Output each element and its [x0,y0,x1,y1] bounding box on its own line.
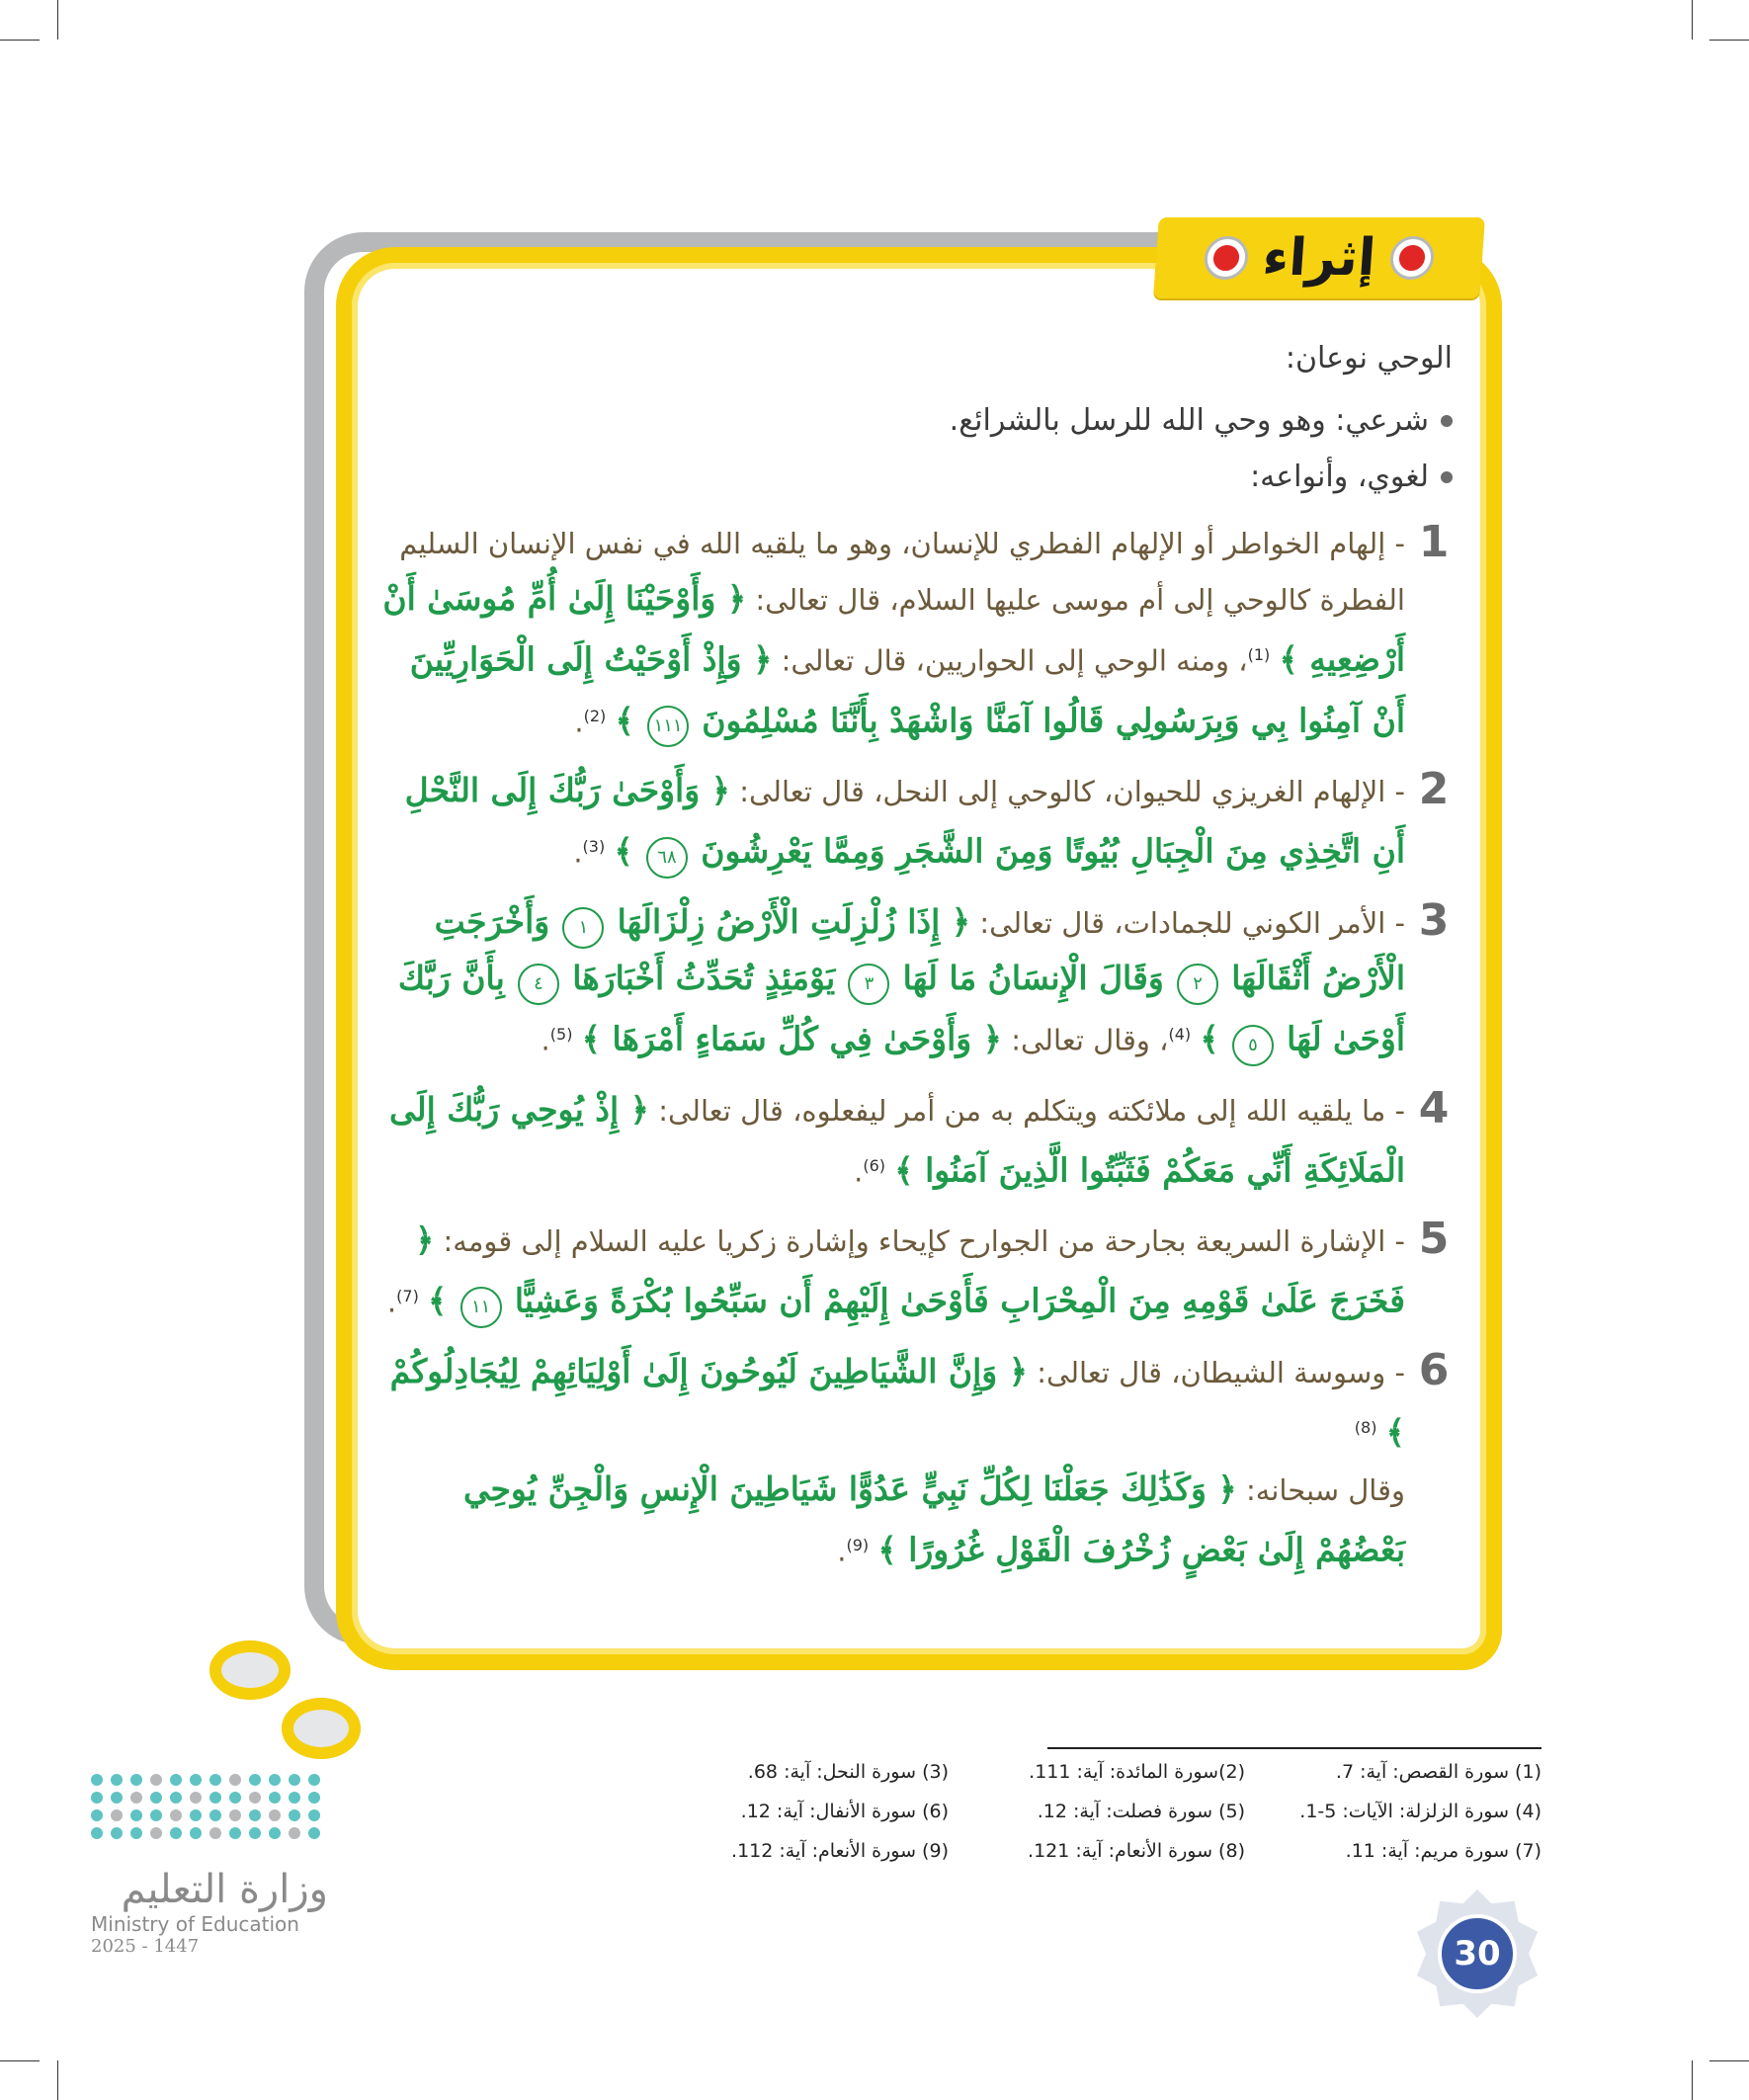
ministry-logo [91,1774,328,1957]
footnote-ref: (4) [1168,1024,1192,1044]
footnote: (2)سورة المائدة: آية: 111. [1029,1761,1245,1783]
crop-mark [1709,40,1749,41]
footnote-ref: (9) [846,1535,870,1554]
footnote-ref: (5) [549,1024,573,1044]
item-text: وقال سبحانه: [1246,1472,1405,1507]
ayah-number: ١١ [460,1287,502,1328]
logo-year: 2025 - 1447 [91,1936,200,1957]
quran-bracket: ﴾ [1200,1019,1219,1058]
numbered-item [366,1213,1453,1330]
item-number: 5 [1418,1214,1450,1265]
quran-verse: ﴿ إِذَا زُلْزِلَتِ الْأَرْضُ زِلْزَالَهَا [617,901,971,941]
bullet-text: شرعي: وهو وحي الله للرسل بالشرائع. [949,403,1429,438]
footnote: (3) سورة النحل: آية: 68. [747,1761,949,1783]
numbered-item [366,1082,1453,1200]
quran-verse: ﴿ وَإِذْ أَوْحَيْتُ إِلَى الْحَوَارِيِّينَ أَنْ آمِنُوا بِي وَبِرَسُولِي قَالُوا آمَنَّا وَاشْهَدْ بِأَنَّنَا مُسْلِمُونَ [409,639,1405,740]
bullet-icon [1441,415,1453,427]
item-number: 1 [1418,517,1450,567]
footnote-ref: (3) [582,837,606,857]
ayah-number: ١١١ [647,706,689,747]
item-number: 2 [1418,764,1450,815]
quran-verse: يَوْمَئِذٍ تُحَدِّثُ أَخْبَارَهَا [572,958,836,997]
item-text: ، ومنه الوحي إلى الحواريين، قال تعالى: [781,643,1248,678]
footnote: (4) سورة الزلزلة: الآيات: 5-1. [1299,1801,1541,1822]
crop-mark [57,2060,58,2100]
bullet-icon [1441,471,1453,483]
item-number: 6 [1418,1344,1450,1395]
item-text: - الأمر الكوني للجمادات، قال تعالى: [979,905,1405,940]
logo-english: Ministry of Education [91,1912,299,1936]
item-number: 4 [1418,1082,1450,1134]
numbered-item [366,1344,1453,1578]
red-dot-icon [1207,239,1247,277]
crop-mark [0,40,40,41]
quran-bracket: ﴾ [428,1281,448,1320]
quran-verse: ﴿ وَأَوْحَيْنَا إِلَىٰ أُمِّ مُوسَىٰ أَنْ أَرْضِعِيهِ ﴾ [382,579,1405,679]
footnote: (7) سورة مريم: آية: 11. [1345,1840,1541,1862]
numbered-item [366,894,1453,1068]
footnotes [711,1761,1541,1862]
quran-bracket: ﴾ [615,701,634,740]
footnote-ref: (8) [1354,1417,1377,1437]
decorative-bubble [209,1640,291,1700]
crop-mark [1709,2060,1749,2061]
logo-dots-icon [91,1774,328,1839]
footnote-ref: (7) [396,1287,419,1306]
footnote: (1) سورة القصص: آية: 7. [1335,1761,1541,1783]
item-text: ، وقال تعالى: [1011,1023,1169,1057]
footnote-ref: (2) [583,706,607,725]
quran-bracket: ﴾ [614,831,633,871]
crop-mark [1692,2060,1693,2100]
footnote: (8) سورة الأنعام: آية: 121. [1028,1840,1245,1862]
footnote-ref: (6) [863,1155,886,1175]
numbered-item [366,763,1453,881]
quran-verse: ﴿ إِذْ يُوحِي رَبُّكَ إِلَى الْمَلَائِكَةِ أَنِّي مَعَكُمْ فَثَبِّتُوا الَّذِينَ آمَنُوا ﴾ [389,1089,1405,1190]
ayah-number: ١ [562,907,604,949]
numbered-item [366,516,1453,749]
ayah-number: ٦٨ [646,837,688,879]
item-body: - الأمر الكوني للجمادات، قال تعالى: ﴿ إِذَا زُلْزِلَتِ الْأَرْضُ زِلْزَالَهَا ١ وَأَخْرَجَتِ الْأَرْضُ أَثْقَالَهَا ٢ وَقَالَ الْإِنسَانُ مَا لَهَا ٣ يَوْمَئِذٍ تُحَدِّثُ أَخْبَارَهَا ٤ بِأَنَّ رَبَّكَ أَوْحَىٰ لَهَا ٥ ﴾ $^{(4)}$، وقال تعالى: ﴿ وَأَوْحَىٰ فِي كُلِّ سَمَاءٍ أَمْرَهَا ﴾ $^{(5)}$. [366,894,1405,1068]
crop-mark [1692,0,1693,40]
crop-mark [57,0,58,40]
decorative-bubble [282,1698,361,1759]
bullet-item [366,403,1453,438]
footnote-ref: (1) [1247,645,1271,664]
footnote: (6) سورة الأنفال: آية: 12. [740,1801,949,1822]
footnote: (5) سورة فصلت: آية: 12. [1037,1801,1245,1822]
page-number-badge [1413,1890,1541,2018]
item-body: - الإلهام الغريزي للحيوان، كالوحي إلى النحل، قال تعالى: ﴿ وَأَوْحَىٰ رَبُّكَ إِلَى النَّحْلِ أَنِ اتَّخِذِي مِنَ الْجِبَالِ بُيُوتًا وَمِنَ الشَّجَرِ وَمِمَّا يَعْرِشُونَ ٦٨ ﴾ $^{(3)}$. [366,763,1405,881]
logo-arabic: وزارة التعليم [121,1867,328,1912]
red-dot-icon [1392,239,1433,277]
intro-text: الوحي نوعان: [1285,341,1453,376]
footnote: (9) سورة الأنعام: آية: 112. [731,1840,949,1862]
quran-verse: وَأَخْرَجَتِ الْأَرْضُ أَثْقَالَهَا [434,901,1405,997]
enrichment-content [366,336,1453,1592]
page-number: 30 [1438,1914,1517,1993]
crop-mark [0,2060,40,2061]
item-text: - وسوسة الشيطان، قال تعالى: [1037,1355,1405,1389]
enrichment-title: إثراء [1260,228,1378,288]
quran-verse: ﴿ وَكَذَٰلِكَ جَعَلْنَا لِكُلِّ نَبِيٍّ عَدُوًّا شَيَاطِينَ الْإِنسِ وَالْجِنِّ يُوحِي بَعْضُهُمْ إِلَىٰ بَعْضٍ زُخْرُفَ الْقَوْلِ غُرُورًا ﴾ [462,1469,1405,1569]
quran-verse: ﴿ فَخَرَجَ عَلَىٰ قَوْمِهِ مِنَ الْمِحْرَابِ فَأَوْحَىٰ إِلَيْهِمْ أَن سَبِّحُوا بُكْرَةً وَعَشِيًّا [414,1220,1405,1320]
item-number: 3 [1418,894,1450,946]
item-body: - الإشارة السريعة بجارحة من الجوارح كإيحاء وإشارة زكريا عليه السلام إلى قومه: ﴿ فَخَرَجَ عَلَىٰ قَوْمِهِ مِنَ الْمِحْرَابِ فَأَوْحَىٰ إِلَيْهِمْ أَن سَبِّحُوا بُكْرَةً وَعَشِيًّا ١١ ﴾ $^{(7)}$. [366,1213,1405,1330]
footnote-divider [1047,1747,1541,1749]
enrichment-tag [1153,217,1485,298]
ayah-number: ٤ [518,964,559,1005]
bullet-item [366,460,1453,494]
item-body: - إلهام الخواطر أو الإلهام الفطري للإنسان، وهو ما يلقيه الله في نفس الإنسان السليم الفطرة كالوحي إلى أم موسى عليها السلام، قال تعالى: ﴿ وَأَوْحَيْنَا إِلَىٰ أُمِّ مُوسَىٰ أَنْ أَرْضِعِيهِ ﴾ $^{(1)}$، ومنه الوحي إلى الحواريين، قال تعالى: ﴿ وَإِذْ أَوْحَيْتُ إِلَى الْحَوَارِيِّينَ أَنْ آمِنُوا بِي وَبِرَسُولِي قَالُوا آمَنَّا وَاشْهَدْ بِأَنَّنَا مُسْلِمُونَ ١١١ ﴾ $^{(2)}$. [366,516,1405,749]
quran-verse: ﴿ وَأَوْحَىٰ رَبُّكَ إِلَى النَّحْلِ أَنِ اتَّخِذِي مِنَ الْجِبَالِ بُيُوتًا وَمِنَ الشَّجَرِ وَمِمَّا يَعْرِشُونَ [404,771,1405,871]
item-text: - إلهام الخواطر أو الإلهام الفطري للإنسان، وهو ما يلقيه الله في نفس الإنسان السليم الفطرة كالوحي إلى أم موسى عليها السلام، قال تعالى: [399,527,1405,617]
quran-verse: بِأَنَّ رَبَّكَ أَوْحَىٰ لَهَا [397,958,1405,1058]
ayah-number: ٣ [848,964,889,1005]
item-text: - الإلهام الغريزي للحيوان، كالوحي إلى النحل، قال تعالى: [739,775,1405,809]
item-text: - الإشارة السريعة بجارحة من الجوارح كإيحاء وإشارة زكريا عليه السلام إلى قومه: [443,1224,1405,1259]
quran-verse: وَقَالَ الْإِنسَانُ مَا لَهَا [902,958,1164,997]
bullet-text: لغوي، وأنواعه: [1250,460,1429,494]
ayah-number: ٥ [1232,1025,1274,1066]
item-body: - وسوسة الشيطان، قال تعالى: ﴿ وَإِنَّ الشَّيَاطِينَ لَيُوحُونَ إِلَىٰ أَوْلِيَائِهِمْ لِيُجَادِلُوكُمْ ﴾ $^{(8)}$ وقال سبحانه: ﴿ وَكَذَٰلِكَ جَعَلْنَا لِكُلِّ نَبِيٍّ عَدُوًّا شَيَاطِينَ الْإِنسِ وَالْجِنِّ يُوحِي بَعْضُهُمْ إِلَىٰ بَعْضٍ زُخْرُفَ الْقَوْلِ غُرُورًا ﴾ $^{(9)}$. [389,1351,1405,1569]
ayah-number: ٢ [1177,964,1218,1005]
quran-verse: ﴿ وَإِنَّ الشَّيَاطِينَ لَيُوحُونَ إِلَىٰ أَوْلِيَائِهِمْ لِيُجَادِلُوكُمْ ﴾ [389,1351,1405,1452]
quran-verse: ﴿ وَأَوْحَىٰ فِي كُلِّ سَمَاءٍ أَمْرَهَا ﴾ [581,1019,1003,1058]
item-text: - ما يلقيه الله إلى ملائكته ويتكلم به من أمر ليفعلوه، قال تعالى: [658,1093,1405,1128]
item-body: - ما يلقيه الله إلى ملائكته ويتكلم به من أمر ليفعلوه، قال تعالى: ﴿ إِذْ يُوحِي رَبُّكَ إِلَى الْمَلَائِكَةِ أَنِّي مَعَكُمْ فَثَبِّتُوا الَّذِينَ آمَنُوا ﴾ $^{(6)}$. [389,1089,1405,1190]
